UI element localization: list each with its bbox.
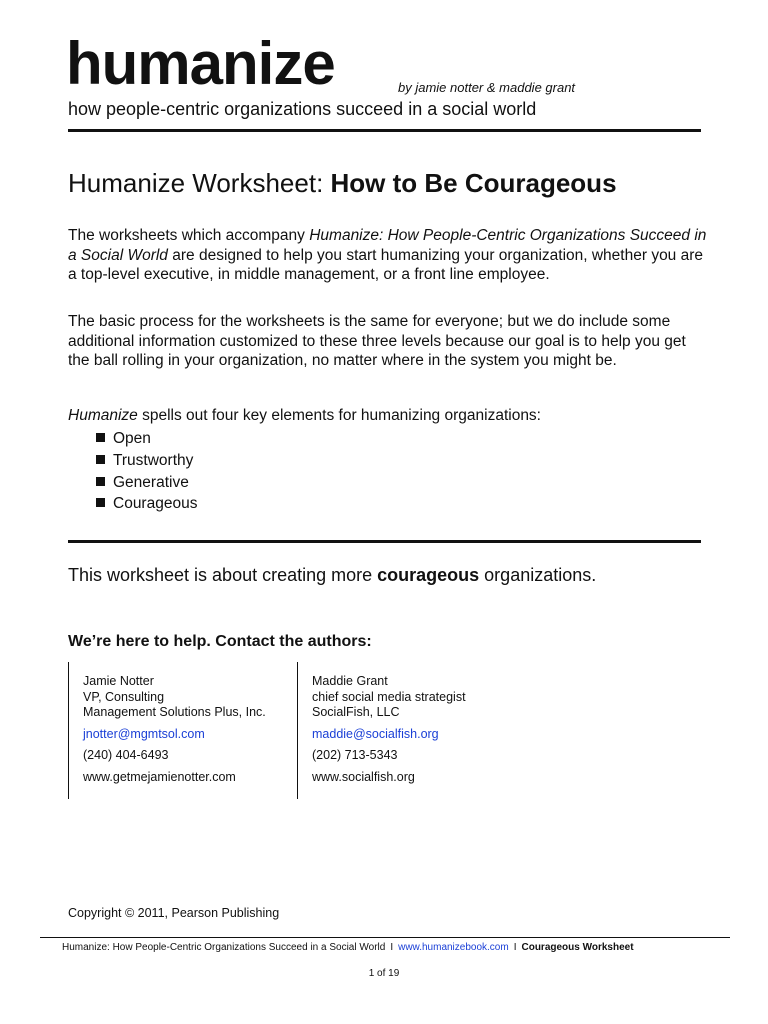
square-bullet-icon — [96, 433, 105, 442]
author-phone: (202) 713-5343 — [312, 748, 398, 762]
byline: by jamie notter & maddie grant — [398, 80, 576, 95]
tagline: how people-centric organizations succeed in a social world — [68, 99, 537, 119]
worksheet-about — [68, 565, 596, 586]
contact-divider-middle — [297, 662, 298, 799]
key-elements-list — [96, 428, 197, 515]
page-footer — [62, 942, 634, 953]
author-website: www.getmejamienotter.com — [83, 769, 236, 784]
author-card-jamie — [83, 674, 266, 785]
worksheet-title — [68, 168, 617, 199]
author-phone: (240) 404-6493 — [83, 748, 169, 762]
section-divider — [68, 540, 701, 543]
footer-separator: I — [513, 942, 517, 953]
intro-paragraph-2: The basic process for the worksheets is the same for everyone; but we do include some additional information customized to these three levels because our goal is to help you get the ball rolling in your organization, no matter where in the system you might be. — [68, 313, 686, 369]
intro-paragraph-1 — [68, 226, 708, 285]
author-card-maddie — [312, 674, 466, 785]
p1-rest: are designed to help you start humanizing your organization, whether you are a top-level executive, in middle management, or a front line employee. — [68, 246, 704, 283]
author-org: Management Solutions Plus, Inc. — [83, 705, 266, 719]
intro-paragraph-3 — [68, 406, 708, 426]
humanize-logo: humanize — [66, 30, 335, 97]
title-main: How to Be Courageous — [330, 168, 617, 198]
author-email-link[interactable]: maddie@socialfish.org — [312, 726, 439, 741]
list-item — [96, 472, 197, 494]
list-item — [96, 428, 197, 450]
contact-divider-left — [68, 662, 69, 799]
contact-heading: We’re here to help. Contact the authors: — [68, 633, 372, 650]
footer-worksheet-name: Courageous Worksheet — [521, 942, 634, 953]
author-role: VP, Consulting — [83, 689, 165, 704]
footer-website-link[interactable]: www.humanizebook.com — [398, 942, 509, 953]
about-keyword: courageous — [377, 565, 480, 585]
list-item-label: Courageous — [113, 495, 198, 513]
author-email-link[interactable]: jnotter@mgmtsol.com — [83, 726, 205, 741]
list-item-label: Open — [113, 430, 151, 447]
title-prefix: Humanize Worksheet: — [68, 168, 331, 198]
footer-divider — [40, 937, 730, 938]
author-org: SocialFish, LLC — [312, 705, 400, 719]
list-item-label: Trustworthy — [113, 451, 194, 469]
p3-rest: spells out four key elements for humanizing organizations: — [137, 407, 541, 424]
copyright-notice: Copyright © 2011, Pearson Publishing — [68, 906, 280, 920]
list-item — [96, 450, 197, 472]
square-bullet-icon — [96, 455, 105, 464]
footer-book-title: Humanize: How People-Centric Organizations Succeed in a Social World — [62, 942, 386, 953]
author-name: Maddie Grant — [312, 674, 388, 688]
about-lead: This worksheet is about creating more — [68, 565, 378, 585]
book-title: Humanize: How People-Centric Organizations Succeed in a Social World — [68, 227, 707, 264]
author-name: Jamie Notter — [83, 674, 154, 688]
footer-separator: I — [390, 942, 394, 953]
humanize-italic: Humanize — [68, 407, 138, 424]
author-role: chief social media strategist — [312, 689, 466, 704]
page-number: 1 of 19 — [368, 968, 400, 979]
square-bullet-icon — [96, 498, 105, 507]
header-divider — [68, 129, 701, 132]
list-item-label: Generative — [113, 473, 189, 491]
square-bullet-icon — [96, 477, 105, 486]
list-item — [96, 493, 197, 515]
p1-lead: The worksheets which accompany — [68, 227, 310, 244]
author-website: www.socialfish.org — [312, 769, 415, 784]
about-rest: organizations. — [479, 565, 597, 585]
